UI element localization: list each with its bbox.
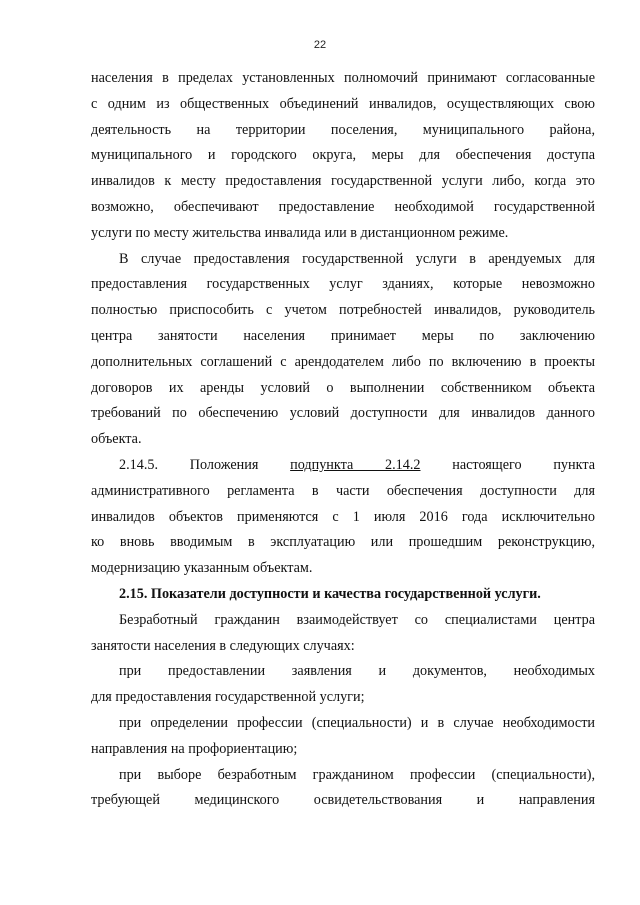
text-line: объекта. <box>91 431 142 448</box>
clause-number: 2.14.5. <box>119 456 159 473</box>
subclause-reference-link[interactable]: подпункта 2.14.2 <box>290 456 421 473</box>
text-line: административного регламента в части обеспечения доступности для <box>91 482 595 499</box>
page-number: 22 <box>313 39 327 51</box>
text-line: модернизацию указанным объектам. <box>91 560 313 577</box>
text-line: деятельность на территории поселения, муниципального района, <box>91 121 595 138</box>
list-item-line: при предоставлении заявления и документов, необходимых <box>119 663 595 680</box>
text-line: предоставления государственных услуг зданиях, которые невозможно <box>91 276 595 293</box>
text-line: занятости населения в следующих случаях: <box>91 637 355 654</box>
text-line: ко вновь вводимым в эксплуатацию или прошедшим реконструкцию, <box>91 534 595 551</box>
document-body <box>91 66 595 814</box>
text-line: с одним из общественных объединений инвалидов, осуществляющих свою <box>91 95 595 112</box>
clause-rest: настоящего пункта <box>452 456 595 473</box>
text-line: муниципального и городского округа, меры для обеспечения доступа <box>91 147 595 164</box>
clause-2-14-5-line <box>91 453 595 479</box>
text-line: дополнительных соглашений с арендодателем либо по включению в проекты <box>91 353 595 370</box>
list-item-line: при выборе безработным гражданином профессии (специальности), <box>119 766 595 783</box>
text-line: центра занятости населения принимает меры по заключению <box>91 327 595 344</box>
text-line: населения в пределах установленных полномочий принимают согласованные <box>91 70 595 86</box>
text-line: инвалидов к месту предоставления государственной услуги либо, когда это <box>91 173 595 190</box>
paragraph-start-line: Безработный гражданин взаимодействует со специалистами центра <box>119 611 595 628</box>
section-heading: 2.15. Показатели доступности и качества государственной услуги. <box>119 585 541 602</box>
text-line: требований по обеспечению условий доступности для инвалидов данного <box>91 405 595 422</box>
text-line: полностью приспособить с учетом потребностей инвалидов, руководитель <box>91 302 595 319</box>
text-line: инвалидов объектов применяются с 1 июля 2016 года исключительно <box>91 508 595 525</box>
text-line: услуги по месту жительства инвалида или в дистанционном режиме. <box>91 224 509 241</box>
paragraph-start-line: В случае предоставления государственной услуги в арендуемых для <box>119 250 595 267</box>
text-line: для предоставления государственной услуги; <box>91 689 365 706</box>
clause-word: Положения <box>189 456 259 473</box>
text-line: требующей медицинского освидетельствования и направления <box>91 792 595 809</box>
text-line: направления на профориентацию; <box>91 740 298 757</box>
list-item-line: при определении профессии (специальности) и в случае необходимости <box>119 714 595 731</box>
text-line: договоров их аренды условий о выполнении собственником объекта <box>91 379 595 396</box>
text-line: возможно, обеспечивают предоставление необходимой государственной <box>91 198 595 215</box>
